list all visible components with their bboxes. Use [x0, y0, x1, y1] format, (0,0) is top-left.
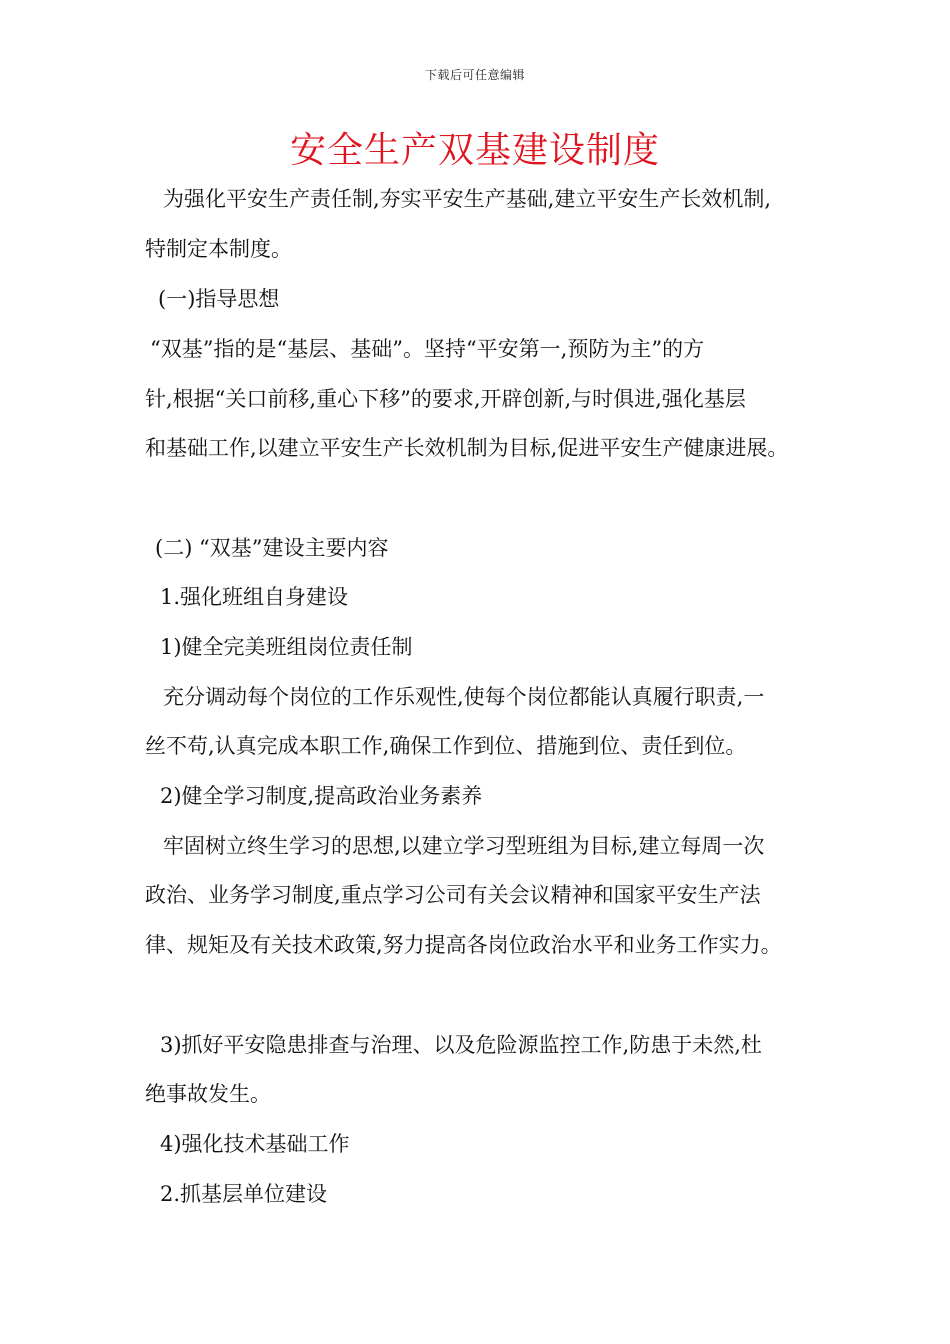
paragraph-line: 绝事故发生。	[145, 1082, 271, 1106]
item-heading: 3)抓好平安隐患排查与治理、以及危险源监控工作,防患于未然,杜	[160, 1033, 762, 1057]
page-header: 下载后可任意编辑	[424, 68, 525, 82]
item-heading: 1)健全完美班组岗位责任制	[160, 635, 413, 659]
paragraph-line: “双基”指的是“基层、基础”。坚持“平安第一,预防为主”的方	[150, 337, 705, 361]
paragraph-line: 特制定本制度。	[145, 237, 292, 261]
paragraph-line: 律、规矩及有关技术政策,努力提高各岗位政治水平和业务工作实力。	[145, 933, 782, 957]
paragraph-line: 丝不苟,认真完成本职工作,确保工作到位、措施到位、责任到位。	[145, 734, 747, 758]
item-heading: 4)强化技术基础工作	[160, 1132, 350, 1156]
item-heading: 2)健全学习制度,提高政治业务素养	[160, 784, 483, 808]
paragraph-line: 和基础工作,以建立平安生产长效机制为目标,促进平安生产健康进展。	[145, 436, 789, 460]
paragraph-line: 牢固树立终生学习的思想,以建立学习型班组为目标,建立每周一次	[163, 834, 765, 858]
paragraph-line: 政治、业务学习制度,重点学习公司有关会议精神和国家平安生产法	[145, 883, 761, 907]
subsection-heading: 2.抓基层单位建设	[160, 1182, 328, 1206]
paragraph-line: 为强化平安生产责任制,夯实平安生产基础,建立平安生产长效机制,	[163, 187, 772, 211]
section-heading: (一)指导思想	[158, 287, 280, 311]
section-heading: (二) “双基”建设主要内容	[155, 536, 389, 560]
document-title: 安全生产双基建设制度	[289, 130, 660, 171]
paragraph-line: 充分调动每个岗位的工作乐观性,使每个岗位都能认真履行职责,一	[163, 685, 765, 709]
subsection-heading: 1.强化班组自身建设	[160, 585, 349, 609]
paragraph-line: 针,根据“关口前移,重心下移”的要求,开辟创新,与时俱进,强化基层	[145, 387, 746, 411]
